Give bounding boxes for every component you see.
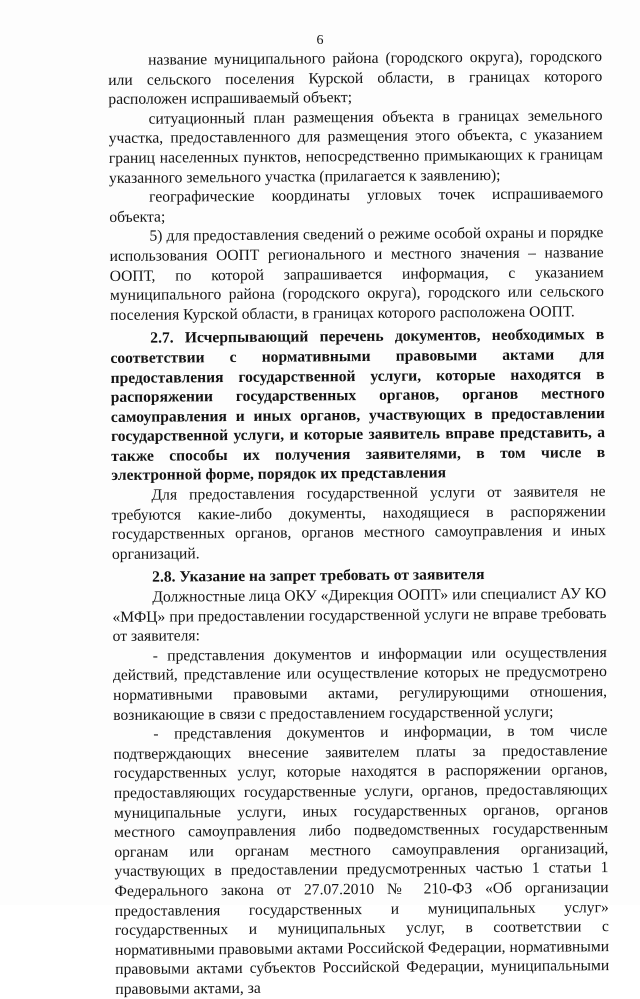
paragraph: Должностные лица ОКУ «Дирекция ООПТ» или специалист АУ КО «МФЦ» при предоставлении государственной услуги не вправе требовать от заявителя: [112,585,607,646]
paragraph: - представления документов и информации или осуществления действий, представление или осуществление которых не предусмотрено нормативными правовыми актами, регулирующими отношения, возникающие в связи с предоставлением государственной услуги; [112,643,608,724]
section-heading: 2.7. Исчерпывающий перечень документов, необходимых в соответствии с нормативными правовыми актами для предоставления государственной услуги, которые находятся в распоряжении государственных органов, органов местного самоуправления и иных органов, участвующих в предоставлении государственной услуги, и которые заявитель вправе представить, а также способы их получения заявителями, в том числе в электронной форме, порядок их представления [110,326,606,485]
document-body [108,47,609,999]
paragraph: Для предоставления государственной услуги от заявителя не требуются какие-либо документы, находящиеся в распоряжении государственных органов, органов местного самоуправления и иных организаций. [111,483,606,563]
paragraph: географические координаты угловых точек испрашиваемого объекта; [109,185,604,226]
paragraph: ситуационный план размещения объекта в границах земельного участка, предоставленного для размещения этого объекта, с указанием границ населенных пунктов, непосредственно примыкающих к границам указанного земельного участка (прилагается к заявлению); [108,106,603,187]
section-heading: 2.8. Указание на запрет требовать от заявителя [152,566,485,587]
page-number: 6 [316,33,324,48]
paragraph: - представления документов и информации, в том числе подтверждающих внесение заявителем платы за предоставление государственных услуг, которые находятся в распоряжении органов, предоставляющих государственные услуги, органов, предоставляющих муниципальные услуги, иных государственных органов, органов местного самоуправления либо подведомственных государственным органам или органам местного самоуправления организаций, участвующих в предоставлении предусмотренных частью 1 статьи 1 Федерального закона от 27.07.2010 № 210-ФЗ «Об организации предоставления государственных и муниципальных услуг» государственных и муниципальных услуг, в соответствии с нормативными правовыми актами Российской Федерации, нормативными правовыми актами субъектов Российской Федерации, муниципальными правовыми актами, за [113,722,610,998]
paragraph: 5) для предоставления сведений о режиме особой охраны и порядке использования ООПТ регионального и местного значения – название ООПТ, по которой запрашивается информация, с указанием муниципального района (городского округа), городского или сельского поселения Курской области, в границах которого расположена ООПТ. [109,224,604,324]
paragraph: название муниципального района (городского округа), городского или сельского поселения Курской области, в границах которого расположен испрашиваемый объект; [108,48,603,109]
